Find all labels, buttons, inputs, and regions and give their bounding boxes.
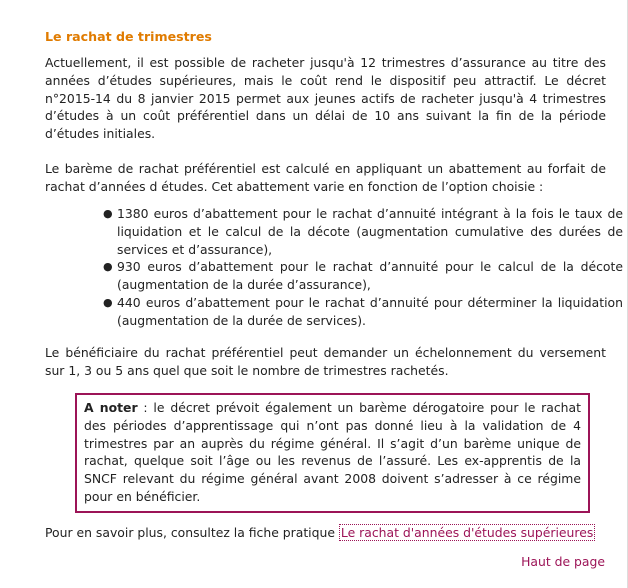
bareme-paragraph: Le barème de rachat préférentiel est calculé en appliquant un abattement au forfait de rachat d’années d études. Cet abattement varie en fonction de l’option choisie : (45, 161, 606, 194)
fiche-pratique-link[interactable]: Le rachat d'années d'études supérieures (340, 525, 594, 540)
intro-paragraph: Actuellement, il est possible de racheter jusqu'à 12 trimestres d’assurance au titre des années d’études supérieures, mais le coût rend le dispositif peu attractif. Le décret n°2015-14 du 8 janvier 2015 permet aux jeunes actifs de racheter jusqu'à 4 trimestres d’études à un coût préférentiel dans un délai de 10 ans suivant la fin de la période d’études initiales. (45, 55, 606, 142)
list-item (103, 294, 623, 330)
bullet-icon: ● (103, 207, 113, 220)
back-to-top-link[interactable]: Haut de page (521, 554, 605, 569)
abattement-list (100, 205, 623, 330)
list-item-text: 1380 euros d’abattement pour le rachat d’annuité intégrant à la fois le taux de liquidation et le calcul de la décote (augmentation cumulative des durées de services et d’assurance), (117, 206, 623, 257)
echelonnement-paragraph: Le bénéficiaire du rachat préférentiel peut demander un échelonnement du versement sur 1, 3 ou 5 ans quel que soit le nombre de trimestres rachetés. (45, 345, 606, 378)
list-item (103, 205, 623, 258)
more-info-text: Pour en savoir plus, consultez la fiche pratique (45, 525, 339, 540)
section-title: Le rachat de trimestres (45, 29, 212, 44)
list-item (103, 258, 623, 294)
bullet-icon: ● (103, 295, 113, 309)
note-box (75, 393, 590, 513)
list-item-text: 930 euros d’abattement pour le rachat d’annuité pour le calcul de la décote (augmentation de la durée d’assurance), (117, 259, 623, 293)
note-paragraph (84, 399, 581, 506)
list-item-text: 440 euros d’abattement pour le rachat d’annuité pour déterminer la liquidation (augmentation de la durée de services). (117, 294, 623, 328)
bullet-icon: ● (103, 260, 113, 274)
note-label: A noter (84, 400, 138, 415)
more-info-paragraph (45, 524, 615, 542)
note-text: : le décret prévoit également un barème dérogatoire pour le rachat des périodes d’apprentissage qui n’ont pas donné lieu à la validation de 4 trimestres par an auprès du régime général. Il s’agit d’un barème unique de rachat, quelque soit l’âge ou les revenus de l’assuré. Les ex-apprentis de la SNCF relevant du régime général avant 2008 doivent s’adresser à ce régime pour en bénéficier. (84, 400, 581, 504)
